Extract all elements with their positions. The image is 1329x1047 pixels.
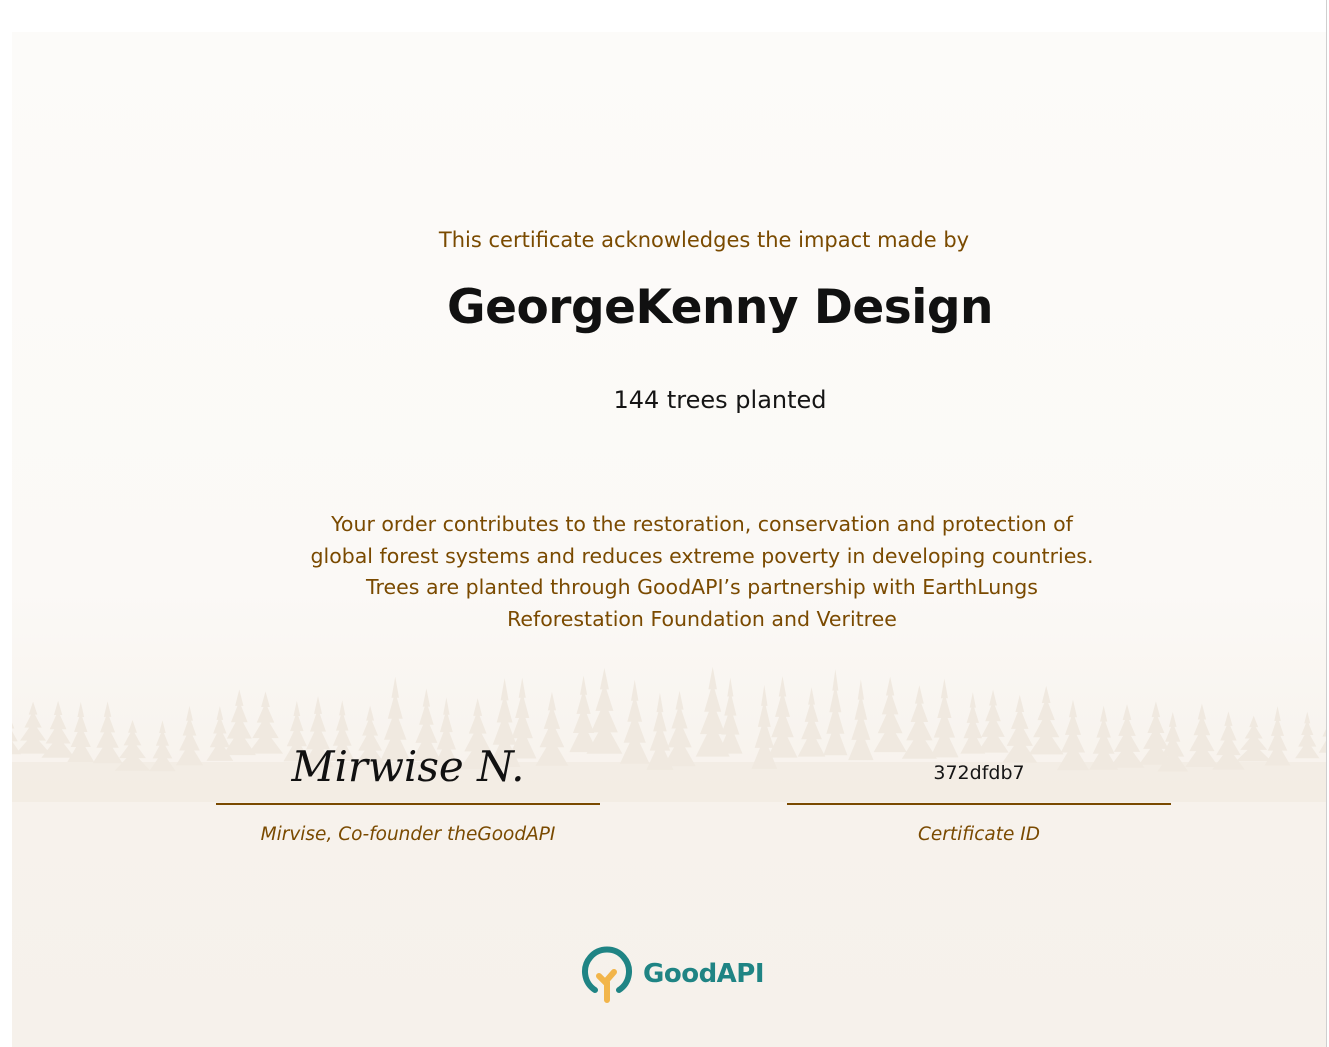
certificate-id-value: 372dfdb7 bbox=[933, 762, 1025, 784]
certificate-id-caption: Certificate ID bbox=[918, 824, 1040, 845]
handwritten-signature: Mirwise N. bbox=[291, 742, 525, 791]
description-line: Your order contributes to the restoration, conservation and protection of bbox=[331, 512, 1073, 536]
certificate-description bbox=[12, 509, 1326, 636]
certificate-id-line bbox=[787, 803, 1171, 805]
logo-wordmark: GoodAPI bbox=[643, 959, 765, 989]
signature-line bbox=[216, 803, 600, 805]
signature-block bbox=[216, 732, 600, 862]
description-line: Reforestation Foundation and Veritree bbox=[507, 607, 897, 632]
tree-in-circle-icon bbox=[581, 944, 633, 1004]
description-line: global forest systems and reduces extreme poverty in developing countries. bbox=[310, 543, 1094, 568]
description-line: Trees are planted through GoodAPI’s partnership with EarthLungs bbox=[366, 575, 1038, 600]
certificate bbox=[12, 32, 1326, 1047]
goodapi-logo bbox=[581, 944, 764, 1004]
signer-caption: Mirvise, Co-founder theGoodAPI bbox=[260, 824, 556, 845]
trees-planted-count: 144 trees planted bbox=[613, 386, 827, 414]
certificate-id-block bbox=[787, 732, 1171, 862]
certificate-intro: This certificate acknowledges the impact made by bbox=[438, 228, 970, 252]
recipient-name: GeorgeKenny Design bbox=[447, 280, 993, 335]
